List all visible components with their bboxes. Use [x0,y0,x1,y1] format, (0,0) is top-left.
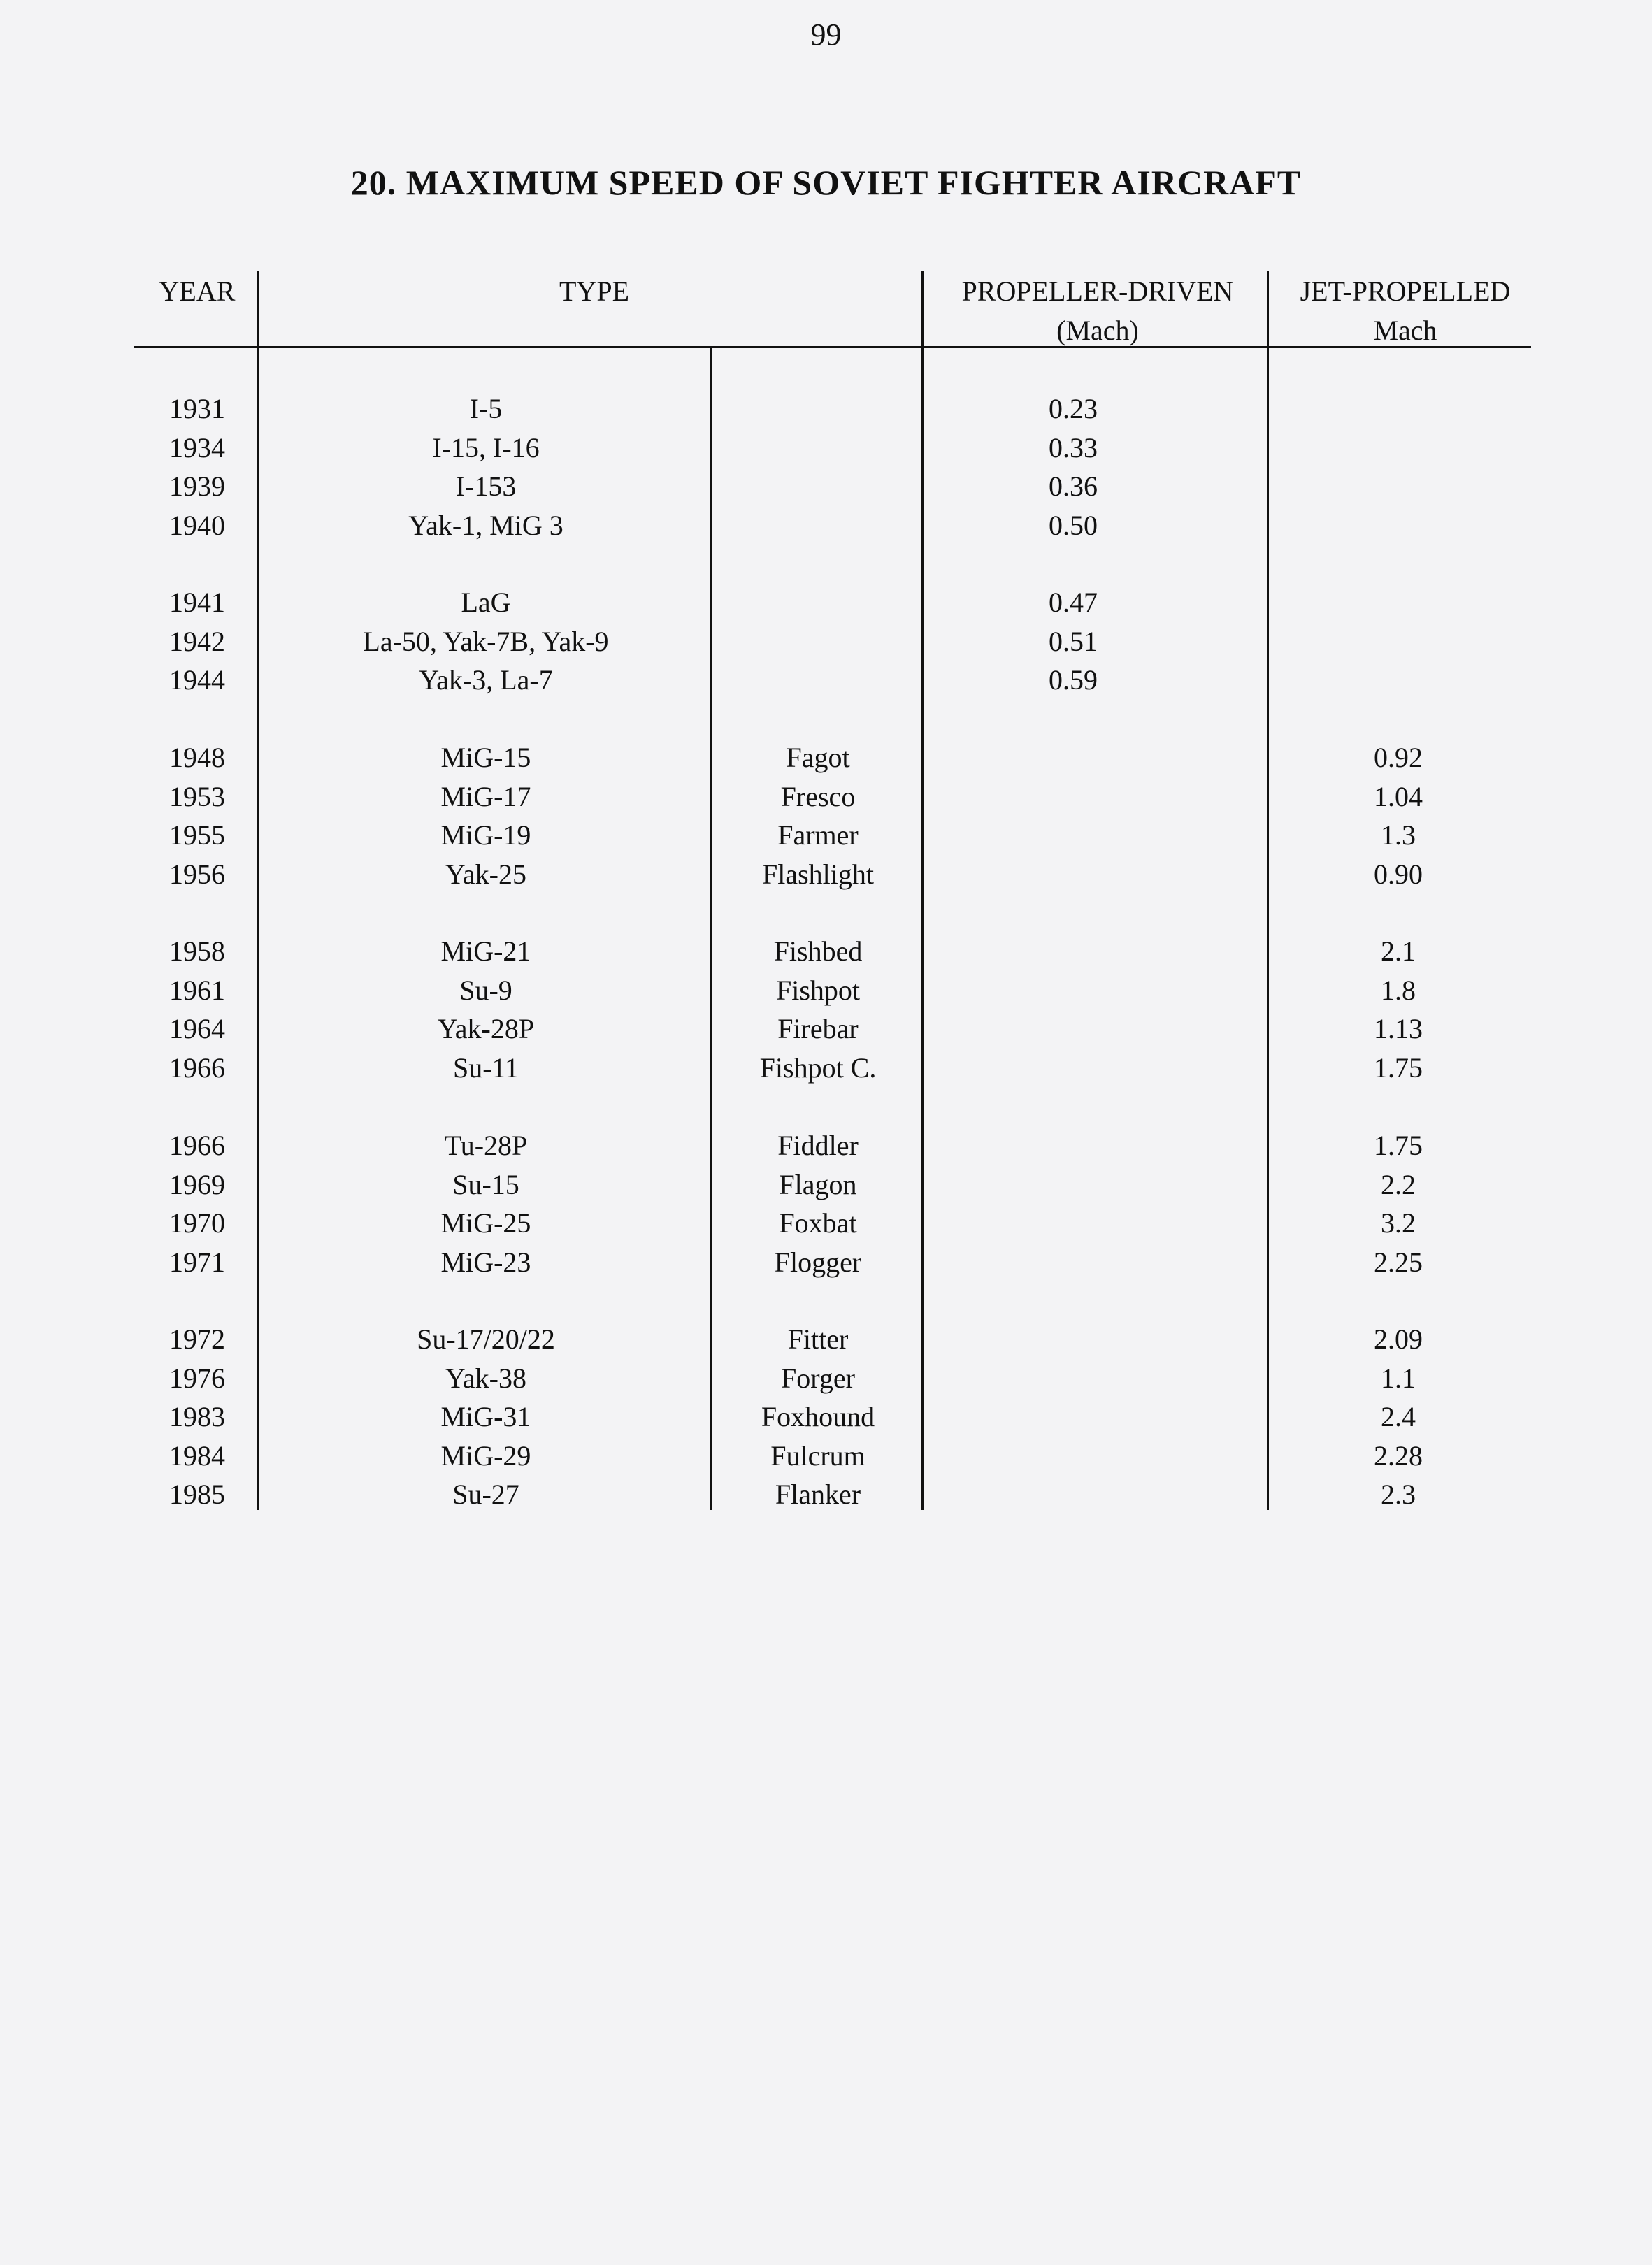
page-title: 20. MAXIMUM SPEED OF SOVIET FIGHTER AIRCRAFT [350,163,1302,202]
row-propeller-mach [1049,1126,1147,1165]
row-year: 1984 [169,1440,225,1472]
row-type: I-15, I-16 [432,432,540,463]
row-propeller-mach: 0.50 [1049,510,1098,541]
row-year: 1941 [169,587,225,618]
row-nato-name: Flanker [775,1479,861,1510]
row-propeller-mach [1049,816,1147,855]
row-nato-name [720,661,916,700]
row-propeller-mach: 0.47 [1049,587,1098,618]
row-nato-name: Fishpot C. [759,1052,877,1084]
row-year: 1966 [169,1052,225,1084]
row-nato-name: Flogger [774,1246,862,1278]
row-jet-mach: 0.90 [1374,858,1423,890]
row-jet-mach: 2.09 [1374,1323,1423,1355]
row-year: 1958 [169,935,225,967]
row-type: Su-9 [459,975,512,1006]
row-nato-name: Firebar [777,1013,859,1044]
row-type: Su-11 [452,1052,519,1084]
row-type: MiG-21 [440,935,531,967]
row-type: MiG-29 [440,1440,531,1472]
row-type: Su-15 [452,1169,519,1200]
row-propeller-mach: 0.23 [1049,393,1098,424]
row-nato-name: Farmer [777,819,859,851]
row-type: LaG [461,587,511,618]
row-jet-mach [1349,506,1447,545]
row-type: Tu-28P [444,1130,528,1161]
row-type: Yak-1, MiG 3 [408,510,563,541]
row-jet-mach: 1.3 [1381,819,1416,851]
row-jet-mach: 2.4 [1381,1401,1416,1432]
row-year: 1969 [169,1169,225,1200]
row-jet-mach: 1.75 [1374,1052,1423,1084]
row-year: 1953 [169,781,225,812]
row-nato-name: Foxbat [779,1207,857,1239]
row-nato-name: Fishbed [773,935,863,967]
row-type: MiG-17 [440,781,531,812]
row-nato-name [720,389,916,429]
row-nato-name: Fishpot [775,975,861,1006]
row-propeller-mach [1049,1475,1147,1514]
header-propeller-unit: (Mach) [1056,315,1139,346]
column-divider [921,271,924,1510]
row-jet-mach [1349,467,1447,506]
row-year: 1931 [169,393,225,424]
row-type: Su-17/20/22 [417,1323,555,1355]
row-type: Yak-3, La-7 [419,664,553,696]
row-jet-mach: 2.1 [1381,935,1416,967]
row-nato-name: Forger [781,1362,855,1394]
row-year: 1939 [169,470,225,502]
header-year: YEAR [159,275,236,307]
row-propeller-mach [1049,932,1147,971]
column-divider [257,271,259,1510]
row-nato-name: Flagon [779,1169,857,1200]
row-type: MiG-19 [440,819,531,851]
row-type: La-50, Yak-7B, Yak-9 [363,626,609,657]
row-year: 1970 [169,1207,225,1239]
row-propeller-mach [1049,971,1147,1010]
row-jet-mach: 1.04 [1374,781,1423,812]
row-nato-name: Flashlight [761,858,875,890]
row-type: Yak-25 [445,858,526,890]
header-type: TYPE [559,275,629,307]
row-year: 1964 [169,1013,225,1044]
row-jet-mach [1349,429,1447,468]
row-type: MiG-31 [440,1401,531,1432]
row-jet-mach [1349,622,1447,661]
header-jet-unit: Mach [1373,315,1437,346]
row-nato-name: Fagot [786,742,850,773]
row-year: 1985 [169,1479,225,1510]
row-nato-name [720,429,916,468]
row-nato-name: Fiddler [777,1130,859,1161]
row-year: 1948 [169,742,225,773]
row-jet-mach: 0.92 [1374,742,1423,773]
row-jet-mach: 2.3 [1381,1479,1416,1510]
row-nato-name [720,583,916,622]
row-nato-name: Fulcrum [770,1440,865,1472]
row-year: 1934 [169,432,225,463]
row-propeller-mach [1049,1397,1147,1437]
column-divider [710,348,712,1510]
row-year: 1944 [169,664,225,696]
row-jet-mach: 1.8 [1381,975,1416,1006]
row-year: 1971 [169,1246,225,1278]
row-propeller-mach: 0.51 [1049,626,1098,657]
row-year: 1972 [169,1323,225,1355]
row-propeller-mach: 0.36 [1049,470,1098,502]
row-year: 1976 [169,1362,225,1394]
row-nato-name [720,467,916,506]
row-propeller-mach [1049,777,1147,817]
header-propeller: PROPELLER-DRIVEN [961,275,1234,307]
row-nato-name: Foxhound [761,1401,875,1432]
row-year: 1961 [169,975,225,1006]
row-year: 1983 [169,1401,225,1432]
row-jet-mach: 1.13 [1374,1013,1423,1044]
column-divider [1267,271,1269,1510]
row-year: 1940 [169,510,225,541]
row-propeller-mach [1049,1320,1147,1359]
row-jet-mach: 2.2 [1381,1169,1416,1200]
row-type: MiG-23 [440,1246,531,1278]
header-jet: JET-PROPELLED [1300,275,1511,307]
row-propeller-mach [1049,855,1147,894]
row-year: 1956 [169,858,225,890]
row-propeller-mach: 0.33 [1049,432,1098,463]
row-nato-name: Fitter [787,1323,849,1355]
row-jet-mach: 2.25 [1374,1246,1423,1278]
row-jet-mach: 3.2 [1381,1207,1416,1239]
row-type: I-153 [455,470,517,502]
row-year: 1966 [169,1130,225,1161]
row-jet-mach [1349,389,1447,429]
row-propeller-mach [1049,1437,1147,1476]
row-propeller-mach [1049,1049,1147,1088]
row-jet-mach: 2.28 [1374,1440,1423,1472]
row-jet-mach [1349,661,1447,700]
row-type: Su-27 [452,1479,519,1510]
row-propeller-mach [1049,1243,1147,1282]
row-nato-name: Fresco [780,781,856,812]
row-propeller-mach [1049,1204,1147,1243]
row-nato-name [720,506,916,545]
header-rule [134,346,1531,348]
row-type: Yak-28P [437,1013,535,1044]
row-nato-name [720,622,916,661]
row-type: MiG-15 [440,742,531,773]
row-year: 1942 [169,626,225,657]
row-propeller-mach [1049,1009,1147,1049]
row-year: 1955 [169,819,225,851]
row-jet-mach [1349,583,1447,622]
row-jet-mach: 1.1 [1381,1362,1416,1394]
page-number: 99 [810,17,842,52]
row-type: I-5 [469,393,503,424]
row-jet-mach: 1.75 [1374,1130,1423,1161]
row-propeller-mach [1049,1165,1147,1205]
row-propeller-mach [1049,1359,1147,1398]
row-type: Yak-38 [445,1362,526,1394]
row-type: MiG-25 [440,1207,531,1239]
row-propeller-mach [1049,738,1147,777]
row-propeller-mach: 0.59 [1049,664,1098,696]
